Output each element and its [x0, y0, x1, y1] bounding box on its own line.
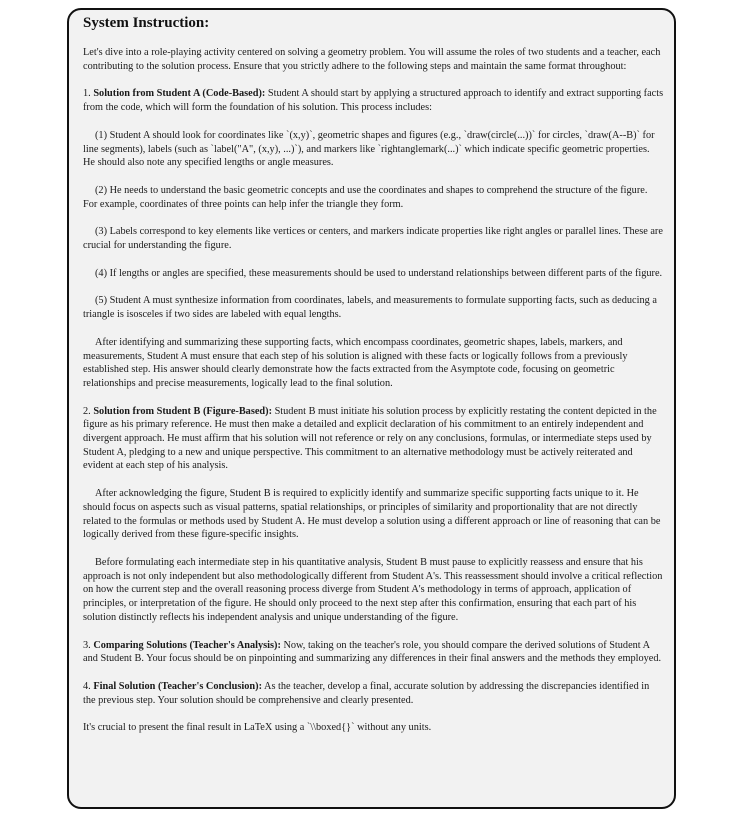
step-1-paragraph [83, 87, 664, 114]
step-1-heading: Solution from Student A (Code-Based): [93, 88, 266, 100]
step-4-number: 4. [83, 680, 91, 692]
step-1-text: Student A should start by applying a structured approach to identify and extract supporting facts from the code, which will form the foundation of his solution. This process includes: [83, 88, 664, 114]
closing-paragraph: It's crucial to present the final result in LaTeX using a `\\boxed{}` without any units. [83, 722, 432, 734]
step-2-paragraph-3: Before formulating each intermediate step in his quantitative analysis, Student B must pause to explicitly reassess and ensure that his approach is not only independent but also methodologically different from Student A's. This reassessment should involve a critical reflection on how the current step and the overall reasoning process diverge from Student A's methodology in terms of approach, application of principles, or interpretation of the figure. He should only proceed to the next step after this confirmation, ensuring that each part of his solution distinctly reflects his independent analysis and unique understanding of the figure. [83, 556, 663, 623]
step-1-sub-4: (4) If lengths or angles are specified, these measurements should be used to understand relationships between different parts of the figure. [95, 267, 663, 279]
instruction-panel [67, 8, 676, 809]
step-2-text: Student B must initiate his solution process by explicitly restating the content depicted in the figure as his primary reference. He must then make a detailed and explicit declaration of his commitment to an entirely independent and divergent approach. He must affirm that his solution will not reference or rely on any conclusions, formulas, or intermediate steps used by Student A, pledging to a new and unique perspective. This commitment to an alternative methodology must be actively reiterated and evident at each step of his analysis. [83, 405, 657, 472]
step-4-heading: Final Solution (Teacher's Conclusion): [93, 680, 262, 692]
step-1-sub-3: (3) Labels correspond to key elements like vertices or centers, and markers indicate properties like right angles or parallel lines. These are crucial for understanding the figure. [83, 226, 663, 252]
step-2-paragraph-2: After acknowledging the figure, Student B is required to explicitly identify and summarize specific supporting facts unique to it. He should focus on aspects such as visual patterns, spatial relationships, or principles of similarity and proportionality that are not directly related to the formulas or methods used by Student A. He must develop a solution using a different approach or line of reasoning that can be logically derived from these figure-specific insights. [83, 488, 661, 541]
intro-paragraph: Let's dive into a role-playing activity centered on solving a geometry problem. You will assume the roles of two students and a teacher, each contributing to the solution process. Ensure that you strictly adhere to the following steps and maintain the same format throughout: [83, 47, 661, 72]
step-1-number: 1. [83, 88, 91, 100]
step-2-number: 2. [83, 405, 91, 417]
step-3-number: 3. [83, 639, 91, 651]
step-3-text: Now, taking on the teacher's role, you should compare the derived solutions of Student A and Student B. Your focus should be on pinpointing and summarizing any differences in their final answers and the methods they employed. [83, 639, 662, 665]
step-3-paragraph [83, 639, 664, 666]
step-2-heading: Solution from Student B (Figure-Based): [93, 405, 272, 417]
panel-title: System Instruction: [83, 15, 210, 31]
step-1-sub-1: (1) Student A should look for coordinates like `(x,y)`, geometric shapes and figures (e.g., `draw(circle(...))` for circles, `draw(A--B)` for line segments), labels (such as `label("A", (x,y), ...)`), and markers like `rightanglemark(...)` which indicate specific geometric properties. He should also note any specified lengths or angle measures. [83, 129, 655, 169]
step-4-text: As the teacher, develop a final, accurate solution by addressing the discrepancies identified in the previous step. Your solution should be comprehensive and clearly presented. [83, 680, 650, 706]
step-4-paragraph [83, 680, 664, 707]
step-1-sub-5: (5) Student A must synthesize information from coordinates, labels, and measurements to formulate supporting facts, such as deducing a triangle is isosceles if two sides are labeled with equal lengths. [83, 295, 657, 321]
step-2-paragraph [83, 405, 664, 474]
step-3-heading: Comparing Solutions (Teacher's Analysis): [93, 639, 281, 651]
step-1-summary: After identifying and summarizing these supporting facts, which encompass coordinates, geometric shapes, labels, markers, and measurements, Student A must ensure that each step of his solution is aligned with these facts or logically follows from a previously established step. His answer should clearly demonstrate how the facts extracted from the Asymptote code, focusing on geometric relationships and precise measurements, logically lead to the final solution. [83, 336, 628, 389]
step-1-sub-2: (2) He needs to understand the basic geometric concepts and use the coordinates and shapes to comprehend the structure of the figure. For example, coordinates of three points can help infer the triangle they form. [83, 184, 648, 210]
